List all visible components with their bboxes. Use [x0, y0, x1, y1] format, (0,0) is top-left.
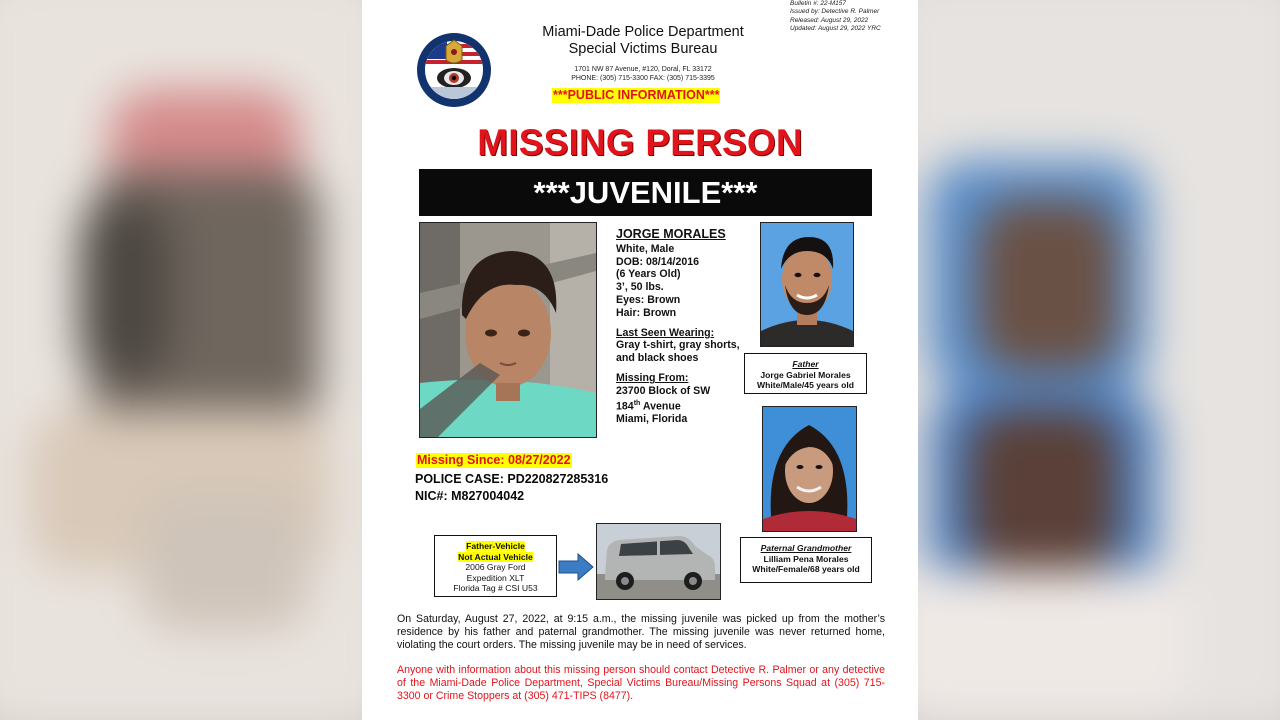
bulletin-info [790, 0, 881, 34]
missing-from-city: Miami, Florida [616, 412, 688, 425]
juvenile-banner: ***JUVENILE*** [419, 169, 872, 216]
avenue-number: 184 [616, 400, 634, 413]
bulletin-issued-by: Issued by: Detective R. Palmer [790, 8, 880, 16]
police-badge-logo [416, 32, 492, 108]
incident-narrative: On Saturday, August 27, 2022, at 9:15 a.m., the missing juvenile was picked up from the mother’s residence by his father and paternal grandmother. The missing juvenile was never returned home, violating the court orders. The missing juvenile may be in need of services. [397, 613, 885, 651]
last-seen-clothing: Gray t-shirt, gray shorts, and black shoes [616, 339, 740, 365]
vehicle-label-father: Father-Vehicle [466, 541, 525, 551]
grandmother-caption [740, 537, 872, 583]
grandmother-details: White/Female/68 years old [752, 564, 860, 575]
department-phone: PHONE: (305) 715-3300 FAX: (305) 715-3395 [571, 75, 715, 82]
missing-person-flyer [362, 0, 918, 720]
vehicle-photo [596, 523, 721, 600]
missing-child-photo [419, 222, 597, 438]
vehicle-model-year: 2006 Gray Ford [465, 562, 526, 573]
father-photo [760, 222, 854, 347]
contact-appeal: Anyone with information about this missing person should contact Detective R. Palmer or any detective of the Miami-Dade Police Department, Special Victims Bureau/Missing Persons Squad at (305) 715-3300 or Crime Stoppers at (305) 471-TIPS (8477). [397, 664, 885, 702]
bulletin-updated: Updated: August 29, 2022 YRC [790, 25, 881, 33]
police-case-number: POLICE CASE: PD220827285316 [415, 472, 609, 486]
father-name: Jorge Gabriel Morales [760, 369, 851, 380]
vehicle-tag: Florida Tag # CSI U53 [453, 583, 538, 594]
missing-from-avenue [616, 398, 746, 413]
bulletin-number: Bulletin #: 22-M157 [790, 0, 847, 7]
grandmother-name: Lilliam Pena Morales [763, 553, 849, 564]
arrow-right-icon [558, 553, 594, 586]
blurred-background-right [918, 0, 1280, 720]
department-name: Miami-Dade Police Department [542, 24, 744, 40]
age: (6 Years Old) [616, 268, 681, 281]
missing-from-label: Missing From: [616, 371, 689, 384]
missing-person-details [616, 228, 746, 426]
date-of-birth: DOB: 08/14/2016 [616, 255, 700, 268]
last-seen-label: Last Seen Wearing: [616, 326, 715, 339]
public-information-label: ***PUBLIC INFORMATION*** [553, 88, 720, 102]
father-caption [744, 353, 867, 394]
vehicle-info [434, 535, 557, 597]
bulletin-released: Released: August 29, 2022 [790, 16, 869, 24]
blurred-background-left [0, 0, 362, 720]
grandmother-photo [762, 406, 857, 532]
father-relation-label: Father [792, 359, 819, 369]
missing-from-street: 23700 Block of SW [616, 384, 711, 397]
department-address: 1701 NW 87 Avenue, #120, Doral, FL 33172 [574, 66, 712, 73]
vehicle-label-not-actual: Not Actual Vehicle [458, 551, 533, 562]
missing-person-name: JORGE MORALES [616, 227, 726, 241]
nic-number: NIC#: M827004042 [415, 489, 525, 503]
eye-color: Eyes: Brown [616, 293, 681, 306]
missing-since-date: Missing Since: 08/27/2022 [417, 453, 571, 467]
bureau-name: Special Victims Bureau [568, 41, 718, 57]
height-weight: 3’, 50 lbs. [616, 281, 664, 294]
missing-person-headline: MISSING PERSON [477, 122, 803, 163]
vehicle-model-trim: Expedition XLT [466, 572, 525, 583]
hair-color: Hair: Brown [616, 306, 677, 319]
avenue-suffix: th [633, 399, 641, 407]
father-details: White/Male/45 years old [757, 380, 854, 391]
grandmother-relation-label: Paternal Grandmother [760, 543, 852, 553]
avenue-word: Avenue [640, 400, 681, 413]
department-header [532, 24, 754, 83]
race-sex: White, Male [616, 242, 675, 255]
